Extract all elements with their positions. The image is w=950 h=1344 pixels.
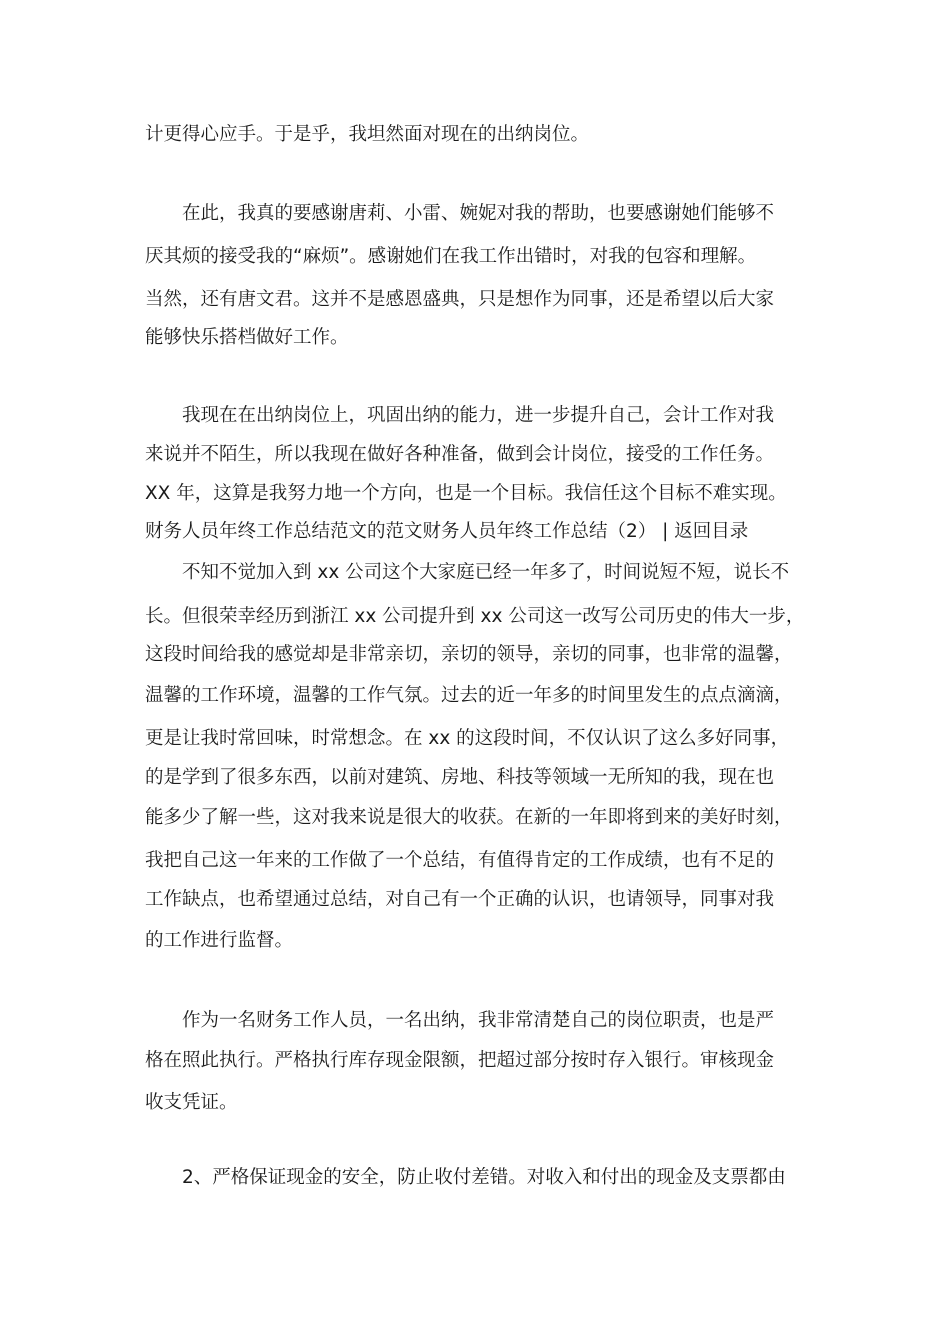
paragraph-4-line-8: 我把自己这一年来的工作做了一个总结，有值得肯定的工作成绩，也有不足的 xyxy=(145,850,775,871)
paragraph-5-line-1: 作为一名财务工作人员，一名出纳，我非常清楚自己的岗位职责，也是严 xyxy=(182,1010,775,1031)
paragraph-2-line-4: 能够快乐搭档做好工作。 xyxy=(145,327,349,348)
paragraph-5-line-2: 格在照此执行。严格执行库存现金限额，把超过部分按时存入银行。审核现金 xyxy=(145,1050,775,1071)
paragraph-2-line-1: 在此，我真的要感谢唐莉、小雷、婉妮对我的帮助，也要感谢她们能够不 xyxy=(182,203,775,224)
paragraph-2-line-2: 厌其烦的接受我的“麻烦”。感谢她们在我工作出错时，对我的包容和理解。 xyxy=(145,246,757,267)
paragraph-4-line-4: 温馨的工作环境，温馨的工作气氛。过去的近一年多的时间里发生的点点滴滴， xyxy=(145,685,793,706)
paragraph-6-line-1: 2、严格保证现金的安全，防止收付差错。对收入和付出的现金及支票都由 xyxy=(182,1167,786,1188)
toc-return-line[interactable]: 财务人员年终工作总结范文的范文财务人员年终工作总结（2） | 返回目录 xyxy=(145,521,749,542)
paragraph-4-line-7: 能多少了解一些，这对我来说是很大的收获。在新的一年即将到来的美好时刻， xyxy=(145,807,793,828)
paragraph-4-line-3: 这段时间给我的感觉却是非常亲切，亲切的领导，亲切的同事，也非常的温馨， xyxy=(145,644,793,665)
paragraph-2-line-3: 当然，还有唐文君。这并不是感恩盛典，只是想作为同事，还是希望以后大家 xyxy=(145,289,775,310)
paragraph-1-line-1: 计更得心应手。于是乎，我坦然面对现在的出纳岗位。 xyxy=(145,124,590,145)
paragraph-4-line-2: 长。但很荣幸经历到浙江 xx 公司提升到 xx 公司这一改写公司历史的伟大一步， xyxy=(145,606,805,627)
paragraph-4-line-1: 不知不觉加入到 xx 公司这个大家庭已经一年多了，时间说短不短，说长不 xyxy=(182,562,790,583)
paragraph-3-line-3: XX 年，这算是我努力地一个方向，也是一个目标。我信任这个目标不难实现。 xyxy=(145,483,787,504)
paragraph-3-line-1: 我现在在出纳岗位上，巩固出纳的能力，进一步提升自己，会计工作对我 xyxy=(182,405,775,426)
paragraph-4-line-6: 的是学到了很多东西，以前对建筑、房地、科技等领域一无所知的我，现在也 xyxy=(145,767,775,788)
paragraph-4-line-10: 的工作进行监督。 xyxy=(145,930,294,951)
paragraph-4-line-9: 工作缺点，也希望通过总结，对自己有一个正确的认识，也请领导，同事对我 xyxy=(145,889,775,910)
paragraph-5-line-3: 收支凭证。 xyxy=(145,1092,238,1113)
paragraph-4-line-5: 更是让我时常回味，时常想念。在 xx 的这段时间，不仅认识了这么多好同事， xyxy=(145,728,790,749)
paragraph-3-line-2: 来说并不陌生，所以我现在做好各种准备，做到会计岗位，接受的工作任务。 xyxy=(145,444,775,465)
